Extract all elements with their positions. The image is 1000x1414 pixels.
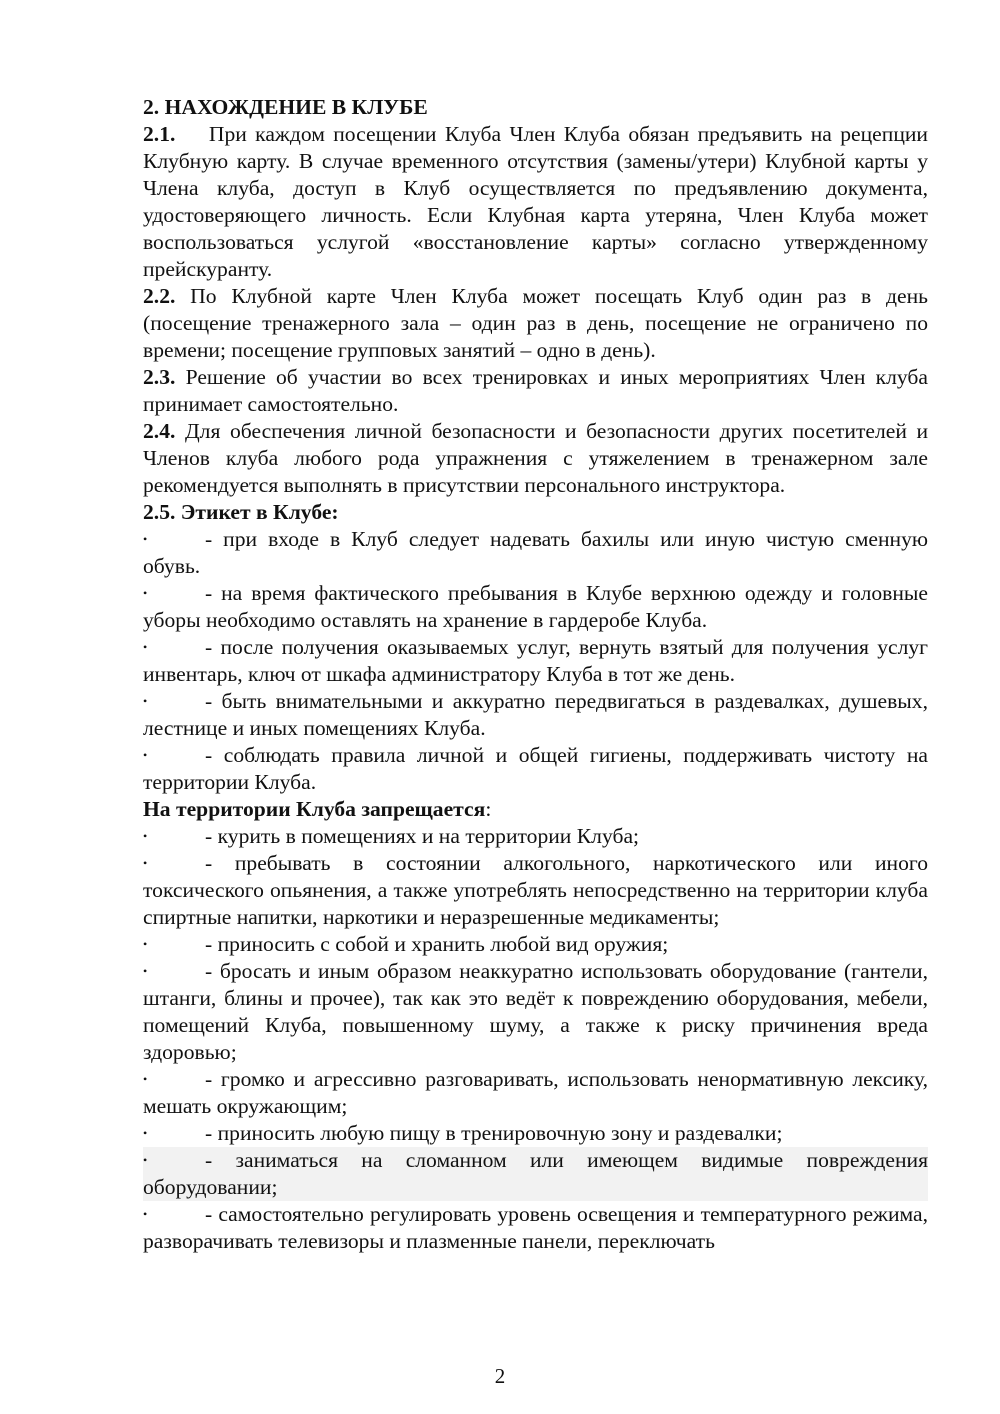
clause-text: По Клубной карте Член Клуба может посещать Клуб один раз в день (посещение тренажерного зала – один раз в день, посещение не ограничено по времени; посещение групповых занятий – одно в день). — [143, 284, 928, 362]
clause-2-1 — [143, 121, 928, 283]
list-item-text: - курить в помещениях и на территории Клуба; — [205, 824, 640, 848]
list-item-text: - бросать и иным образом неаккуратно использовать оборудование (гантели, штанги, блины и прочее), так как это ведёт к повреждению оборудования, мебели, помещений Клуба, повышенному шуму, а также к риску причинения вреда здоровью; — [143, 959, 928, 1064]
list-item — [143, 958, 928, 1066]
bullet-icon: • — [143, 856, 148, 870]
bullet-icon: • — [143, 937, 148, 951]
list-item — [143, 850, 928, 931]
clause-number: 2.3. — [143, 365, 176, 389]
list-item-text: - при входе в Клуб следует надевать бахилы или иную чистую сменную обувь. — [143, 527, 928, 578]
clause-2-2 — [143, 283, 928, 364]
page-number: 2 — [494, 1364, 506, 1388]
list-item-text: - на время фактического пребывания в Клубе верхнюю одежду и головные уборы необходимо оставлять на хранение в гардеробе Клуба. — [143, 581, 928, 632]
list-item — [143, 742, 928, 796]
list-item — [143, 634, 928, 688]
bullet-icon: • — [143, 964, 148, 978]
list-item — [143, 1120, 928, 1147]
bullet-icon: • — [143, 829, 148, 843]
bullet-icon: • — [143, 1126, 148, 1140]
clause-text: Для обеспечения личной безопасности и безопасности других посетителей и Членов клуба любого рода упражнения с утяжелением в тренажерном зале рекомендуется выполнять в присутствии персонального инструктора. — [143, 419, 928, 497]
etiquette-heading: 2.5. Этикет в Клубе: — [143, 500, 339, 524]
clause-2-3 — [143, 364, 928, 418]
clause-number: 2.2. — [143, 284, 176, 308]
list-item-text: - соблюдать правила личной и общей гигиены, поддерживать чистоту на территории Клуба. — [143, 743, 928, 794]
list-item — [143, 526, 928, 580]
list-item — [143, 580, 928, 634]
bullet-icon: • — [143, 748, 148, 762]
prohibited-colon: : — [485, 797, 492, 821]
list-item-text: - заниматься на сломанном или имеющем видимые повреждения оборудовании; — [143, 1148, 928, 1199]
list-item — [143, 688, 928, 742]
list-item-text: - быть внимательными и аккуратно передвигаться в раздевалках, душевых, лестнице и иных помещениях Клуба. — [143, 689, 928, 740]
section-title: 2. НАХОЖДЕНИЕ В КЛУБЕ — [143, 95, 428, 119]
bullet-icon: • — [143, 586, 148, 600]
bullet-icon: • — [143, 532, 148, 546]
list-item — [143, 931, 928, 958]
list-item-text: - пребывать в состоянии алкогольного, наркотического или иного токсического опьянения, а также употреблять непосредственно на территории клуба спиртные напитки, наркотики и неразрешенные медикаменты; — [143, 851, 928, 929]
etiquette-list — [143, 526, 928, 796]
list-item — [143, 1147, 928, 1201]
document-page — [143, 94, 928, 1255]
clause-number: 2.4. — [143, 419, 176, 443]
bullet-icon: • — [143, 694, 148, 708]
prohibited-heading-line — [143, 796, 928, 823]
list-item-text: - громко и агрессивно разговаривать, использовать ненормативную лексику, мешать окружающим; — [143, 1067, 928, 1118]
bullet-icon: • — [143, 640, 148, 654]
clause-number: 2.1. — [143, 122, 176, 146]
clause-text: При каждом посещении Клуба Член Клуба обязан предъявить на рецепции Клубную карту. В случае временного отсутствия (замены/утери) Клубной карты у Члена клуба, доступ в Клуб осуществляется по предъявлению документа, удостоверяющего личность. Если Клубная карта утеряна, Член Клуба может воспользоваться услугой «восстановление карты» согласно утвержденному прейскуранту. — [143, 122, 928, 281]
list-item-text: - после получения оказываемых услуг, вернуть взятый для получения услуг инвентарь, ключ от шкафа администратору Клуба в тот же день. — [143, 635, 928, 686]
list-item-text: - приносить с собой и хранить любой вид оружия; — [205, 932, 669, 956]
bullet-icon: • — [143, 1153, 148, 1167]
list-item — [143, 1201, 928, 1255]
bullet-icon: • — [143, 1072, 148, 1086]
prohibited-list — [143, 823, 928, 1255]
clause-2-4 — [143, 418, 928, 499]
clause-text: Решение об участии во всех тренировках и иных мероприятиях Член клуба принимает самостоятельно. — [143, 365, 928, 416]
list-item-text: - приносить любую пищу в тренировочную зону и раздевалки; — [205, 1121, 783, 1145]
list-item — [143, 823, 928, 850]
list-item-text: - самостоятельно регулировать уровень освещения и температурного режима, разворачивать телевизоры и плазменные панели, переключать — [143, 1202, 928, 1253]
list-item — [143, 1066, 928, 1120]
bullet-icon: • — [143, 1207, 148, 1221]
prohibited-heading: На территории Клуба запрещается — [143, 797, 486, 821]
